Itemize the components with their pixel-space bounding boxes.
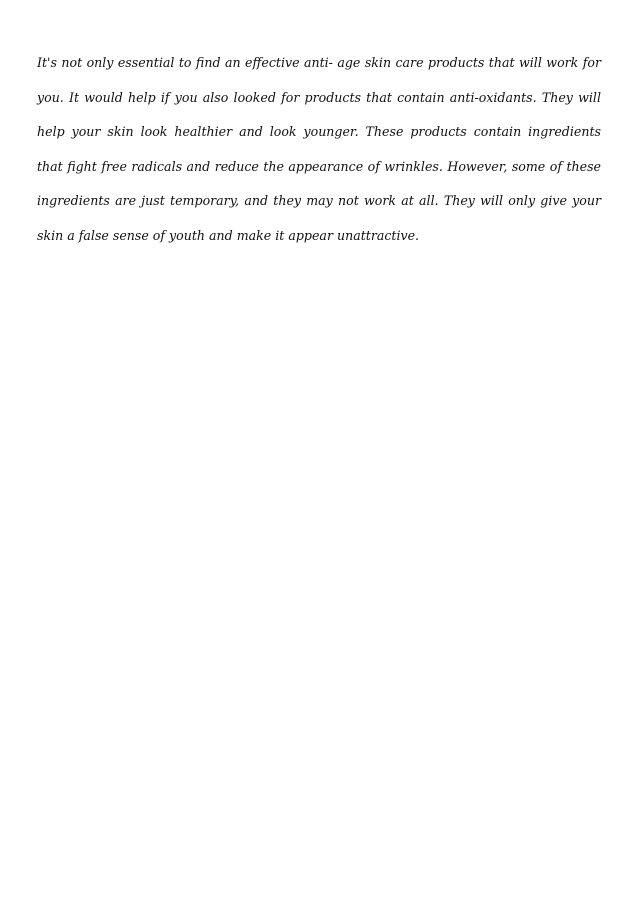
paragraph-line-3: help your skin look healthier and look younger. These products contain ingredients <box>37 124 601 140</box>
paragraph-line-5: ingredients are just temporary, and they may not work at all. They will only give your <box>37 193 601 209</box>
paragraph-line-4: that fight free radicals and reduce the appearance of wrinkles. However, some of these <box>37 158 601 174</box>
paragraph-line-2: you. It would help if you also looked for products that contain anti-oxidants. They will <box>37 89 601 105</box>
paragraph-line-1: It's not only essential to find an effective anti- age skin care products that will work for <box>37 55 601 70</box>
body-paragraph <box>37 46 601 254</box>
paragraph-line-6: skin a false sense of youth and make it appear unattractive. <box>37 227 420 243</box>
